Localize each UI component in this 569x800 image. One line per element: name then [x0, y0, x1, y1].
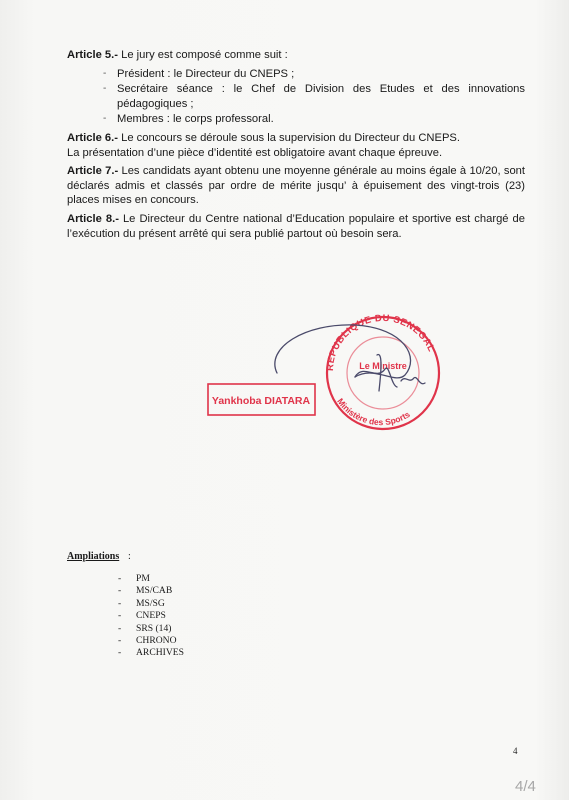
bullet-dash: - — [103, 113, 107, 125]
signatory-name: Yankhoba DIATARA — [211, 395, 311, 407]
article-5-label: Article 5.- — [67, 49, 118, 61]
article-8 — [67, 212, 525, 241]
stamp-ring-text: REPUBLIQUE DU SENEGAL — [324, 312, 437, 372]
jury-member-text: Membres : le corps professoral. — [117, 113, 274, 126]
article-6-text-2: La présentation d’une pièce d’identité est obligatoire avant chaque épreuve. — [67, 146, 443, 159]
official-stamp — [205, 303, 445, 443]
stamp-bottom-text: Ministère des Sports — [335, 396, 412, 428]
article-7-text: Les candidats ayant obtenu une moyenne générale au moins égale à 10/20, sont déclarés admis et classés par ordre de mérite jusqu’ à épuisement des vingt-trois (23) places mises en concours. — [67, 165, 525, 207]
ampliations-title: Ampliations — [67, 551, 120, 562]
ampliation-item: - MS/SG — [118, 598, 184, 610]
jury-member-text: Président : le Directeur du CNEPS ; — [117, 67, 295, 80]
page-counter: 4/4 — [515, 778, 536, 795]
jury-member-president — [67, 67, 525, 82]
page-number: 4 — [513, 746, 518, 756]
article-8-label: Article 8.- — [67, 212, 119, 225]
ampliation-item: - CNEPS — [118, 610, 184, 622]
document-body — [67, 48, 525, 245]
ampliation-item: - SRS (14) — [118, 623, 184, 635]
bullet-dash: - — [103, 67, 107, 79]
bullet-dash: - — [103, 83, 107, 95]
ampliation-item: - MS/CAB — [118, 585, 184, 597]
article-8-text: Le Directeur du Centre national d’Education populaire et sportive est chargé de l’exécution du présent arrêté qui sera publié partout où besoin sera. — [67, 212, 525, 240]
ampliation-item: - ARCHIVES — [118, 647, 184, 659]
stamp-inner-title: Le Ministre — [359, 361, 407, 371]
jury-list — [67, 67, 525, 127]
article-5 — [67, 48, 525, 63]
jury-member-text: Secrétaire séance : le Chef de Division des Etudes et des innovations pédagogiques ; — [117, 83, 525, 110]
article-6-text: Le concours se déroule sous la supervision du Directeur du CNEPS. — [117, 131, 461, 144]
ampliations-list — [118, 573, 184, 660]
article-5-text: Le jury est composé comme suit : — [117, 49, 288, 61]
jury-member-members — [67, 112, 525, 127]
ampliations-colon: : — [128, 551, 131, 562]
article-7 — [67, 164, 525, 208]
jury-member-secretary — [67, 82, 525, 111]
article-6 — [67, 131, 525, 160]
ampliation-item: - CHRONO — [118, 635, 184, 647]
article-6-label: Article 6.- — [67, 131, 118, 144]
article-7-label: Article 7.- — [67, 165, 119, 178]
ampliation-item: - PM — [118, 573, 184, 585]
